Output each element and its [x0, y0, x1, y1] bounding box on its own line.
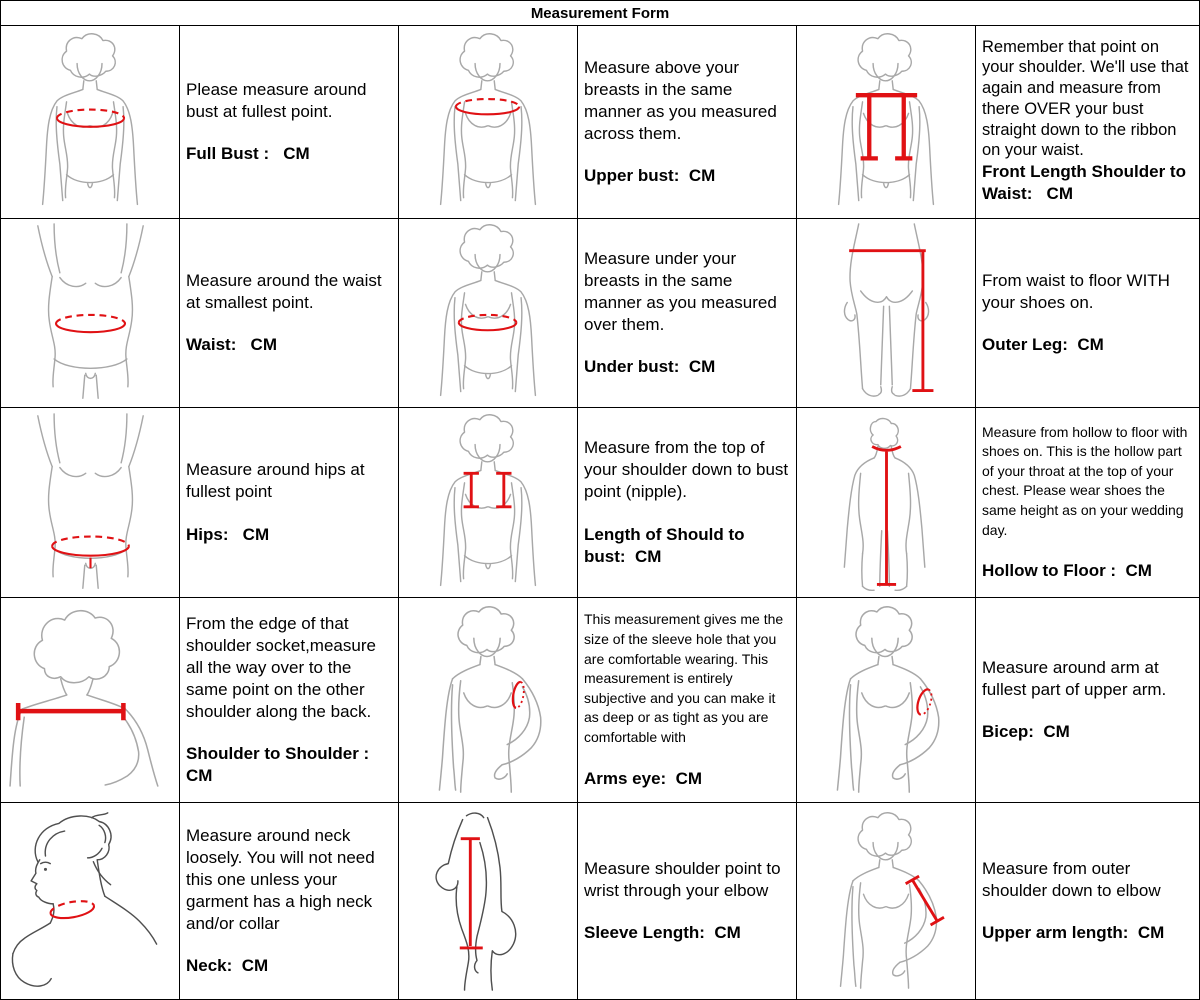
- measurement-label: Hollow to Floor : CM: [982, 561, 1152, 581]
- figure-cell: [1, 803, 180, 999]
- figure-cell: [797, 408, 976, 598]
- sleeve-length-figure-icon: [406, 810, 571, 992]
- figure-cell: [399, 598, 578, 803]
- shoulder-to-shoulder-figure-icon: [4, 602, 176, 798]
- measurement-description: Measure from outer shoulder down to elbow: [982, 858, 1161, 900]
- figure-cell: [1, 598, 180, 803]
- measurement-cell-arms-eye: [578, 598, 797, 803]
- measurement-description: Measure around the waist at smallest point.: [186, 270, 382, 312]
- measurement-description: This measurement gives me the size of the sleeve hole that you are comfortable wearing. This measurement is entirely subjective and you can make it as deep or as tight as you are comfortable with: [584, 611, 784, 745]
- measurement-description: Measure from hollow to floor with shoes on. This is the hollow part of your throat at the top of your chest. Please wear shoes the same height as on your wedding day.: [982, 423, 1188, 538]
- measurement-cell-hollow-to-floor: [976, 408, 1199, 598]
- outer-leg-figure-icon: [804, 222, 969, 404]
- measurement-cell-hips: [180, 408, 399, 598]
- figure-cell: [797, 26, 976, 219]
- form-title-row: [1, 1, 1199, 26]
- front-length-figure-icon: [804, 31, 969, 213]
- neck-figure-icon: [8, 810, 173, 992]
- measurement-cell-waist: [180, 219, 399, 408]
- measurement-label: Upper bust: CM: [584, 166, 716, 186]
- hips-figure-icon: [8, 412, 173, 594]
- measurement-description: Measure around hips at fullest point: [186, 460, 365, 502]
- measurement-description: Measure around arm at fullest part of upper arm.: [982, 657, 1167, 699]
- measurement-description: Remember that point on your shoulder. We'll use that again and measure from there OVER your bust straight down to the ribbon on your waist.: [982, 37, 1189, 160]
- hollow-to-floor-figure-icon: [804, 412, 969, 594]
- arms-eye-figure-icon: [402, 602, 574, 798]
- measurement-cell-under-bust: [578, 219, 797, 408]
- measurement-label: Bicep: CM: [982, 722, 1070, 742]
- measurement-label: Front Length Shoulder to Waist: CM: [982, 162, 1191, 204]
- figure-cell: [797, 219, 976, 408]
- measurement-cell-sleeve-length: [578, 803, 797, 999]
- measurement-label: Full Bust : CM: [186, 144, 310, 164]
- measurement-description: From the edge of that shoulder socket,measure all the way over to the same point on the other shoulder along the back.: [186, 613, 376, 722]
- waist-figure-icon: [8, 222, 173, 404]
- measurement-label: Outer Leg: CM: [982, 335, 1104, 355]
- measurement-cell-upper-bust: [578, 26, 797, 219]
- figure-cell: [399, 803, 578, 999]
- measurement-label: Waist: CM: [186, 335, 277, 355]
- measurement-label: Neck: CM: [186, 956, 269, 976]
- page-title: Measurement Form: [530, 4, 670, 22]
- measurement-label: Shoulder to Shoulder : CM: [186, 744, 374, 786]
- shoulder-to-bust-figure-icon: [406, 412, 571, 594]
- full-bust-figure-icon: [8, 31, 173, 213]
- figure-cell: [399, 26, 578, 219]
- measurement-cell-full-bust: [180, 26, 399, 219]
- measurement-label: Arms eye: CM: [584, 768, 703, 788]
- measurement-description: Measure above your breasts in the same manner as you measured across them.: [584, 57, 777, 144]
- measurement-description: Measure shoulder point to wrist through your elbow: [584, 858, 781, 900]
- measurement-cell-front-length: [976, 26, 1199, 219]
- measurement-label: Hips: CM: [186, 524, 270, 544]
- measurement-description: Please measure around bust at fullest point.: [186, 79, 367, 121]
- figure-cell: [399, 219, 578, 408]
- figure-cell: [399, 408, 578, 598]
- measurement-description: Measure around neck loosely. You will not need this one unless your garment has a high neck and/or collar: [186, 825, 375, 934]
- upper-bust-figure-icon: [406, 31, 571, 213]
- figure-cell: [797, 598, 976, 803]
- figure-cell: [1, 26, 180, 219]
- measurement-label: Sleeve Length: CM: [584, 923, 741, 943]
- measurement-description: From waist to floor WITH your shoes on.: [982, 270, 1170, 312]
- measurement-description: Measure under your breasts in the same manner as you measured over them.: [584, 248, 777, 335]
- measurement-label: Length of Should to bust: CM: [584, 524, 750, 566]
- measurement-cell-upper-arm-length: [976, 803, 1199, 999]
- measurement-grid: [1, 26, 1199, 999]
- measurement-label: Under bust: CM: [584, 357, 716, 377]
- measurement-description: Measure from the top of your shoulder down to bust point (nipple).: [584, 438, 789, 502]
- upper-arm-length-figure-icon: [804, 810, 969, 992]
- measurement-cell-shoulder-to-bust: [578, 408, 797, 598]
- measurement-cell-shoulder-to-shoulder: [180, 598, 399, 803]
- measurement-cell-neck: [180, 803, 399, 999]
- bicep-figure-icon: [800, 602, 972, 798]
- measurement-label: Upper arm length: CM: [982, 923, 1165, 943]
- measurement-cell-bicep: [976, 598, 1199, 803]
- figure-cell: [1, 219, 180, 408]
- figure-cell: [1, 408, 180, 598]
- figure-cell: [797, 803, 976, 999]
- measurement-cell-outer-leg: [976, 219, 1199, 408]
- under-bust-figure-icon: [406, 222, 571, 404]
